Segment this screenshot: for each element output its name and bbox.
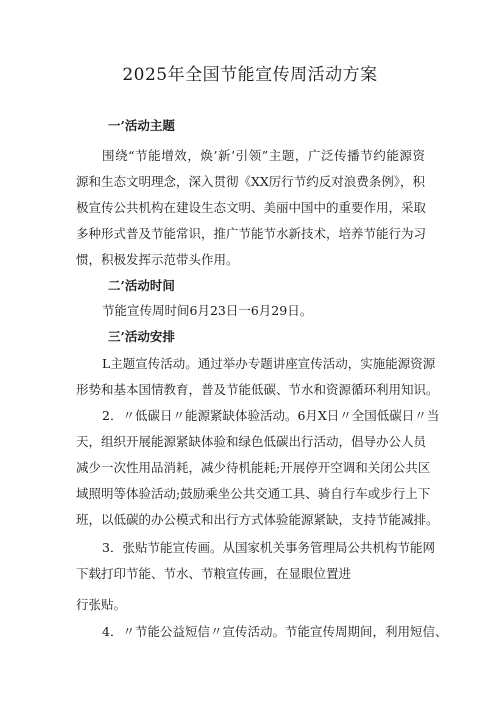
paragraph-line: L主题宣传活动。通过举办专题讲座宣传活动，实施能源资源 — [102, 356, 436, 371]
section-heading-arrangement: 三’活动安排 — [108, 329, 175, 344]
paragraph-line: 域照明等体验活动;鼓励乘坐公共交通工具、骑自行车或步行上下 — [76, 486, 431, 501]
paragraph-line: 围绕“节能增效，焕’新’引领”主题，广泛传播节约能源资 — [102, 148, 425, 163]
paragraph-line: 行张贴。 — [76, 597, 127, 612]
paragraph-line: 多种形式普及节能常识，推广节能节水新技术，培养节能行为习 — [76, 226, 427, 241]
paragraph-line: 极宣传公共机构在建设生态文明、美丽中国中的重要作用，采取 — [76, 200, 427, 215]
paragraph-line: 3．张贴节能宣传画。从国家机关事务管理局公共机构节能网 — [102, 540, 435, 555]
paragraph-line: 下载打印节能、节水、节粮宣传画，在显眼位置进 — [76, 566, 352, 581]
document-title: 2025年全国节能宣传周活动方案 — [122, 65, 378, 85]
paragraph-line: 班，以低碳的办公模式和出行方式体验能源紧缺，支持节能减排。 — [76, 512, 439, 527]
section-heading-theme: 一’活动主题 — [108, 118, 175, 133]
section-heading-time: 二’活动时间 — [108, 278, 175, 293]
paragraph-line: 源和生态文明理念，深入贯彻《XX厉行节约反对浪费条例》，积 — [76, 174, 426, 189]
paragraph-line: 天，组织开展能源紧缺体验和绿色低碳出行活动，倡导办公人员 — [76, 434, 427, 449]
paragraph-line: 节能宣传周时间6月23日一6月29日。 — [102, 303, 313, 318]
paragraph-line: 减少一次性用品消耗，减少待机能耗;开展停开空调和关闭公共区 — [76, 460, 431, 475]
paragraph-line: 2．〃低碳日〃能源紧缺体验活动。6月X日〃全国低碳日〃当 — [102, 408, 440, 423]
paragraph-line: 惯，积极发挥示范带头作用。 — [76, 252, 239, 267]
paragraph-line: 4．〃节能公益短信〃宣传活动。节能宣传周期间，利用短信、 — [102, 624, 448, 639]
paragraph-line: 形势和基本国情教育，普及节能低碳、节水和资源循环利用知识。 — [76, 382, 439, 397]
